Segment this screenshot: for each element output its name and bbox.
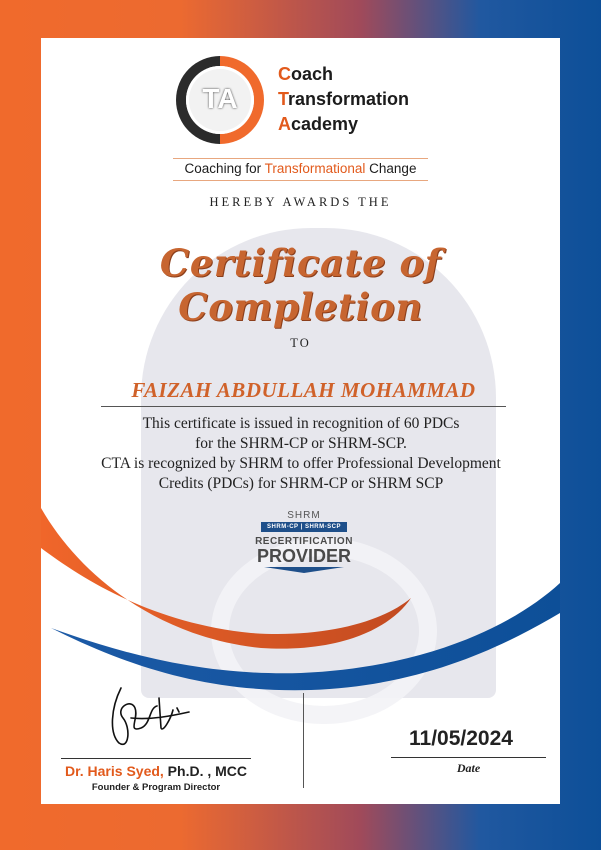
signature-line (61, 758, 251, 759)
badge-shrm: SHRM (287, 510, 321, 521)
tagline (173, 158, 428, 181)
date-line (391, 757, 546, 758)
org-name-rest-1: oach (291, 64, 334, 84)
academy-logo (176, 56, 446, 148)
body-line-3: CTA is recognized by SHRM to offer Professional Development (101, 455, 501, 472)
tagline-part-1: Coaching for (184, 161, 265, 176)
signer-name (41, 763, 271, 779)
badge-chevron (264, 567, 344, 573)
badge-recertification: RECERTIFICATION (255, 536, 353, 547)
org-name-cap-1: C (278, 64, 291, 84)
footer-divider (303, 693, 304, 788)
badge-provider: PROVIDER (256, 546, 352, 566)
certificate-sheet (41, 38, 560, 804)
to-line: TO (290, 336, 311, 350)
signer-name-part-2: Ph.D. , MCC (163, 763, 248, 779)
org-name (278, 62, 409, 137)
tagline-part-3: Change (365, 161, 417, 176)
logo-letters: TA (202, 83, 238, 114)
badge-credentials: SHRM-CP | SHRM-SCP (261, 522, 347, 532)
signature-image (101, 678, 191, 753)
body-line-4: Credits (PDCs) for SHRM-CP or SHRM SCP (158, 475, 444, 492)
certificate-title: Certificate of Completion (159, 241, 442, 329)
body-line-1: This certificate is issued in recognition of 60 PDCs (142, 415, 460, 432)
org-name-cap-3: A (278, 114, 291, 134)
org-name-rest-2: ransformation (288, 89, 410, 109)
recipient-name: FAIZAH ABDULLAH MOHAMMAD (101, 378, 506, 407)
tagline-part-2: Transformational (264, 161, 366, 176)
org-name-rest-3: cademy (291, 114, 359, 134)
body-line-2: for the SHRM-CP or SHRM-SCP. (195, 435, 407, 452)
date-label: Date (456, 761, 481, 775)
shrm-provider-badge (244, 510, 364, 573)
signer-name-part-1: Dr. Haris Syed, (64, 763, 164, 779)
date-value: 11/05/2024 (409, 727, 513, 750)
certificate-body (101, 414, 501, 494)
signer-title: Founder & Program Director (91, 782, 221, 793)
org-name-cap-2: T (278, 89, 289, 109)
awards-line: HEREBY AWARDS THE (209, 195, 392, 209)
